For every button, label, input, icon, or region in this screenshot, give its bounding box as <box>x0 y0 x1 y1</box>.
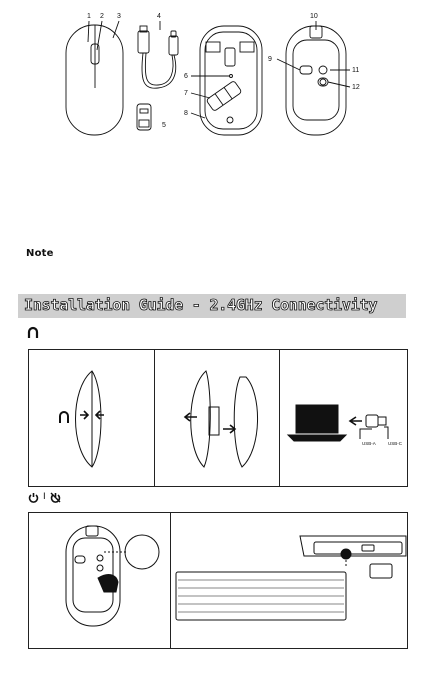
callout-10: 10 <box>310 13 318 20</box>
usb-a-label: USB-A <box>362 441 376 446</box>
mouse-power-switch <box>66 526 159 626</box>
callout-11: 11 <box>352 67 360 74</box>
callout-5: 5 <box>162 122 166 129</box>
icon-separator: I <box>43 492 46 502</box>
callout-9: 9 <box>268 56 272 63</box>
magnet-icon <box>27 327 39 339</box>
usb-cable <box>138 26 178 88</box>
callout-4: 4 <box>157 13 161 20</box>
power-on-icon <box>28 492 39 503</box>
step1-illustrations <box>0 349 425 489</box>
power-off-icon <box>50 492 61 503</box>
callout-7: 7 <box>184 90 188 97</box>
usb-receiver <box>137 104 151 130</box>
laptop-receiver <box>288 405 388 441</box>
parts-diagram <box>0 0 425 140</box>
mouse-battery-compartment <box>200 26 262 135</box>
mouse-top-view <box>66 25 123 135</box>
usb-c-label: USB-C <box>388 441 403 446</box>
callout-3: 3 <box>117 13 121 20</box>
note-label: Note <box>26 248 54 259</box>
installation-title: Installation Guide - 2.4GHz Connectivity <box>24 296 378 314</box>
mouse-side-magnet <box>60 371 104 467</box>
callout-6: 6 <box>184 73 188 80</box>
callout-12: 12 <box>352 84 360 91</box>
installation-banner <box>18 294 406 318</box>
step2-illustrations <box>0 512 425 652</box>
callout-8: 8 <box>184 110 188 117</box>
keyboard-receiver <box>176 536 406 620</box>
callout-2: 2 <box>100 13 104 20</box>
mouse-bottom-view <box>286 26 346 135</box>
mouse-cover-removal <box>185 371 258 467</box>
callout-1: 1 <box>87 13 91 20</box>
